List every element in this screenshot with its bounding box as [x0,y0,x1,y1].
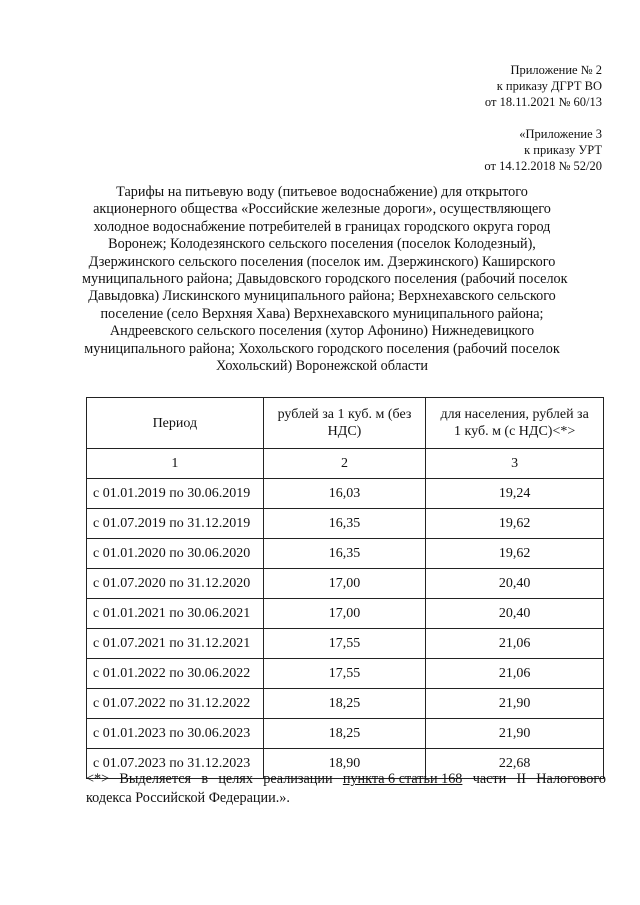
footnote-word: II [516,771,526,787]
title-line: холодное водоснабжение потребителей в границах городского округа город [93,218,551,235]
header-price-no-vat-line2: НДС) [327,424,362,439]
prev-order-issuer: к приказу УРТ [524,143,602,157]
price-no-vat-cell: 18,25 [263,719,426,749]
price-no-vat-cell: 17,00 [263,569,426,599]
table-row [87,629,604,659]
table-row [87,659,604,689]
title-line: муниципального района; Хохольского городского поселения (рабочий поселок [84,340,560,357]
footnote-line-1 [86,770,606,789]
period-cell: с 01.01.2021 по 30.06.2021 [87,599,264,629]
order-reference [485,62,602,110]
price-with-vat-cell: 21,06 [426,629,604,659]
order-issuer: к приказу ДГРТ ВО [496,79,602,93]
column-number: 1 [87,449,264,479]
footnote-word: реализации [263,771,333,787]
title-line: Тарифы на питьевую воду (питьевое водоснабжение) для открытого [116,184,528,200]
table-row [87,509,604,539]
price-with-vat-cell: 19,62 [426,509,604,539]
title-line: Воронеж; Колодезянского сельского поселения (поселок Колодезный), [108,236,536,253]
period-cell: с 01.07.2019 по 31.12.2019 [87,509,264,539]
price-no-vat-cell: 18,90 [263,749,426,779]
table-row [87,539,604,569]
price-no-vat-cell: 18,25 [263,689,426,719]
tax-code-article-link[interactable]: пункта 6 статьи 168 [342,771,463,787]
prev-appendix-number: «Приложение 3 [519,127,602,141]
table-row [87,569,604,599]
column-number: 3 [426,449,604,479]
header-price-no-vat [263,398,426,449]
period-cell: с 01.07.2020 по 31.12.2020 [87,569,264,599]
price-no-vat-cell: 16,35 [263,539,426,569]
footnote [86,770,606,808]
footnote-word: целях [218,771,253,787]
price-with-vat-cell: 20,40 [426,599,604,629]
prev-order-date-number: от 14.12.2018 № 52/20 [484,159,602,173]
column-number-row [87,449,604,479]
tariff-table [86,397,604,779]
order-appendix-number: Приложение № 2 [510,63,602,77]
footnote-word: части [472,771,507,787]
price-no-vat-cell: 17,55 [263,629,426,659]
price-with-vat-cell: 21,90 [426,689,604,719]
period-cell: с 01.07.2021 по 31.12.2021 [87,629,264,659]
price-with-vat-cell: 21,90 [426,719,604,749]
period-cell: с 01.01.2019 по 30.06.2019 [87,479,264,509]
price-no-vat-cell: 17,55 [263,659,426,689]
footnote-line-2: кодекса Российской Федерации.». [86,790,290,806]
table-header-row [87,398,604,449]
footnote-word: в [201,771,209,787]
footnote-marker: <*> [86,771,110,787]
header-price-with-vat-line2: 1 куб. м (с НДС)<*> [454,424,576,439]
price-no-vat-cell: 16,03 [263,479,426,509]
document-title [82,184,568,375]
price-with-vat-cell: 19,62 [426,539,604,569]
title-line: акционерного общества «Российские железные дороги», осуществляющего [93,201,551,218]
title-line: поселение (село Верхняя Хава) Верхнехавского муниципального района; [100,305,544,322]
title-line: Андреевского сельского поселения (хутор Афонино) Нижнедевицкого [109,323,535,340]
price-with-vat-cell: 20,40 [426,569,604,599]
period-cell: с 01.01.2020 по 30.06.2020 [87,539,264,569]
period-cell: с 01.07.2022 по 31.12.2022 [87,689,264,719]
price-with-vat-cell: 19,24 [426,479,604,509]
order-date-number: от 18.11.2021 № 60/13 [484,95,602,109]
title-line: Хохольский) Воронежской области [215,358,429,375]
header-period: Период [87,398,264,449]
price-with-vat-cell: 22,68 [426,749,604,779]
table-row [87,599,604,629]
title-line: Дзержинского сельского поселения (поселок им. Дзержинского) Каширского [88,253,556,270]
table-row [87,479,604,509]
header-price-no-vat-line1: рублей за 1 куб. м (без [277,407,412,422]
title-line: муниципального района; Давыдовского городского поселения (рабочий поселок [82,271,568,288]
period-cell: с 01.01.2022 по 30.06.2022 [87,659,264,689]
column-number: 2 [263,449,426,479]
price-no-vat-cell: 16,35 [263,509,426,539]
header-price-with-vat [426,398,604,449]
title-line: Давыдовка) Лискинского муниципального района; Верхнехавского сельского [88,288,556,305]
price-no-vat-cell: 17,00 [263,599,426,629]
table-row [87,689,604,719]
period-cell: с 01.01.2023 по 30.06.2023 [87,719,264,749]
period-cell: с 01.07.2023 по 31.12.2023 [87,749,264,779]
footnote-word: Выделяется [119,771,192,787]
footnote-word: Налогового [536,771,606,787]
previous-order-reference [484,126,602,174]
table-row [87,719,604,749]
header-price-with-vat-line1: для населения, рублей за [440,407,589,422]
price-with-vat-cell: 21,06 [426,659,604,689]
